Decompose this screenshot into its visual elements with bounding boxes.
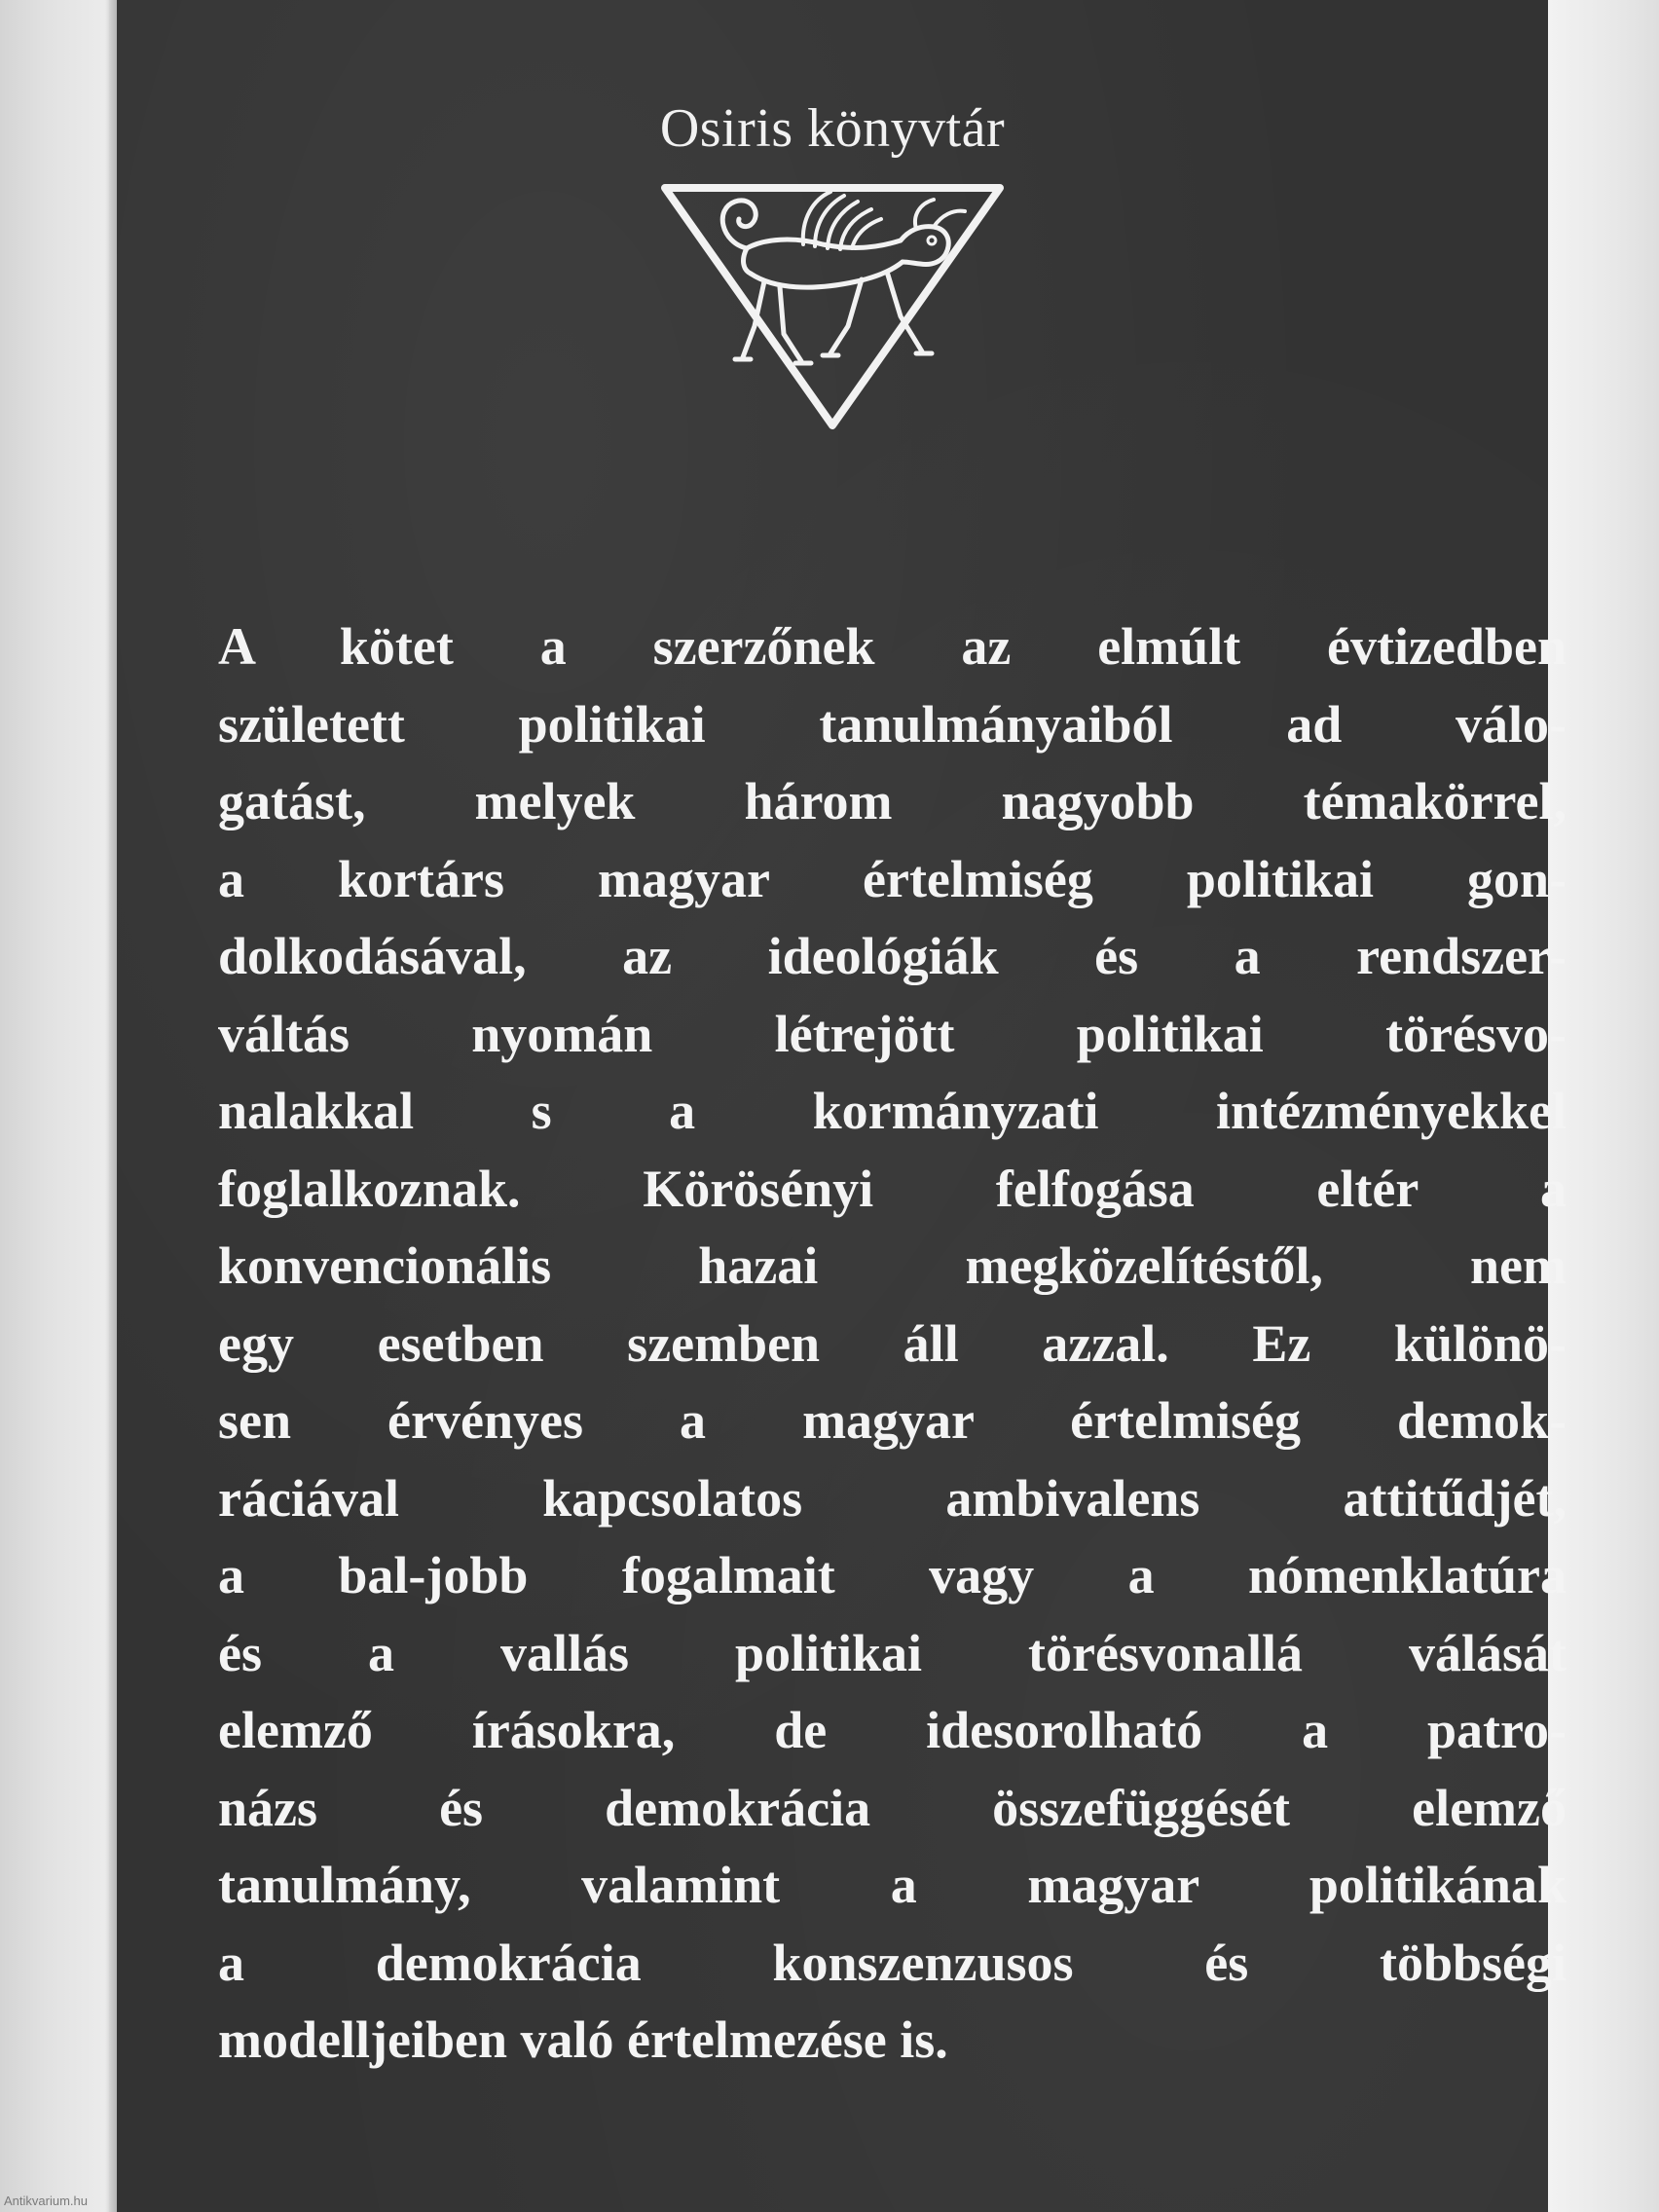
watermark: Antikvarium.hu <box>4 2194 88 2208</box>
cover-blurb <box>218 608 1567 2080</box>
winged-bull-triangle-icon <box>657 180 1008 433</box>
blurb-line: ráciával kapcsolatos ambivalens attitűdjét, <box>218 1468 1567 1528</box>
series-title: Osiris könyvtár <box>659 98 1006 159</box>
blurb-line: a demokrácia konszenzusos és többségi <box>218 1933 1567 1992</box>
blurb-line: modelljeiben való értelmezése is. <box>218 2010 948 2069</box>
blurb-line: foglalkoznak. Körösényi felfogása eltér a <box>218 1159 1567 1218</box>
blurb-line: gatást, melyek három nagyobb témakörrel, <box>218 772 1567 830</box>
blurb-line: váltás nyomán létrejött politikai törésvo- <box>218 1004 1567 1063</box>
book-back-cover <box>117 0 1567 2212</box>
blurb-line: elemző írásokra, de idesorolható a patro- <box>218 1701 1567 1759</box>
blurb-line: názs és demokrácia összefüggését elemző <box>218 1778 1567 1837</box>
blurb-line: A kötet a szerzőnek az elmúlt évtizedben <box>218 617 1567 676</box>
blurb-line: született politikai tanulmányaiból ad válo- <box>218 694 1567 754</box>
blurb-line: egy esetben szemben áll azzal. Ez különö- <box>218 1313 1567 1373</box>
blurb-line: tanulmány, valamint a magyar politikának <box>218 1856 1567 1914</box>
blurb-line: dolkodásával, az ideológiák és a rendszer- <box>218 927 1567 985</box>
blurb-line: a bal-jobb fogalmait vagy a nómenklatúra <box>218 1546 1567 1604</box>
blurb-line: sen érvényes a magyar értelmiség demok- <box>218 1391 1567 1450</box>
blurb-line: és a vallás politikai törésvonallá válását <box>218 1623 1567 1682</box>
blurb-line: nalakkal s a kormányzati intézményekkel <box>218 1082 1567 1140</box>
blurb-line: konvencionális hazai megközelítéstől, nem <box>218 1236 1567 1295</box>
left-page-margin <box>0 0 109 2212</box>
blurb-line: a kortárs magyar értelmiség politikai gon- <box>218 849 1567 908</box>
